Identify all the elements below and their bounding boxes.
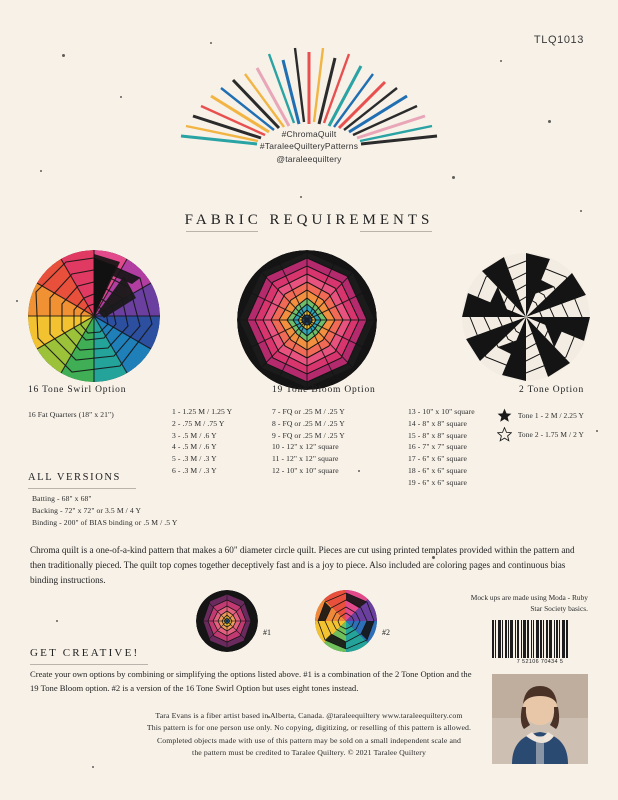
hashtag-1: #ChromaQuilt <box>281 129 337 139</box>
cut-item: 4 - .5 M / .6 Y <box>172 442 217 452</box>
section-title-get-creative: GET CREATIVE! <box>30 647 140 659</box>
speck <box>548 120 551 123</box>
option-label-bloom: 19 Tone Bloom Option <box>272 385 376 395</box>
barcode-bars <box>492 620 588 658</box>
mockup-credit-note: Mock ups are made using Moda - Ruby Star Society basics. <box>470 593 588 614</box>
cut-item: 1 - 1.25 M / 1.25 Y <box>172 407 233 416</box>
cut-item: 19 - 6" x 6" square <box>408 477 467 487</box>
footer-line-4: the pattern must be credited to Taralee Quiltery. © 2021 Taralee Quiltery <box>192 748 426 758</box>
hashtags <box>260 128 358 165</box>
all-versions-list <box>32 493 177 528</box>
divider-all-versions <box>28 488 136 489</box>
star-outline-icon <box>497 427 512 442</box>
all-versions-item: Batting - 68" x 68" <box>32 494 92 503</box>
footer-line-2: This pattern is for one person use only. No copying, digitizing, or reselling of this pattern is allowed. <box>146 723 472 733</box>
cut-item: 16 - 7" x 7" square <box>408 442 467 452</box>
tone-legend-label: Tone 1 - 2 M / 2.25 Y <box>517 410 584 420</box>
footer-line-3: Completed objects made with use of this pattern may be sold on a small independent scale and <box>156 735 462 745</box>
speck <box>300 196 302 198</box>
hashtag-2: #TaraleeQuilteryPatterns <box>259 141 359 152</box>
swirl-option-graphic <box>28 250 160 382</box>
two-tone-option-graphic <box>462 253 590 381</box>
speck <box>596 430 598 432</box>
cut-list-column-c <box>408 406 475 488</box>
speck <box>452 176 455 179</box>
cut-list-column-b <box>272 406 345 477</box>
divider-right <box>360 231 432 232</box>
speck <box>40 170 42 172</box>
tone-legend-label: Tone 2 - 1.75 M / 2 Y <box>517 429 584 439</box>
divider-get-creative <box>30 664 148 665</box>
cut-item: 13 - 10" x 10" square <box>408 407 475 416</box>
speck <box>358 470 360 472</box>
option-previews <box>0 250 618 382</box>
tone-legend-row <box>497 408 584 423</box>
pattern-description: Chroma quilt is a one-of-a-kind pattern that makes a 60" diameter circle quilt. Pieces are cut using printed templates provided within the pattern and then traditionally pieced. The quilt top comes together deceptively fast and is a joy to piece. Also included are coloring pages and continuous bias binding instructions. <box>30 545 575 585</box>
divider-left <box>186 231 258 232</box>
cut-item: 7 - FQ or .25 M / .25 Y <box>272 407 345 416</box>
speck <box>120 96 122 98</box>
speck <box>56 620 58 622</box>
cut-list-column-a <box>172 406 232 477</box>
tone-legend <box>497 408 584 446</box>
cut-item: 2 - .75 M / .75 Y <box>172 418 225 428</box>
custom-option-1-caption: #1 <box>263 628 271 637</box>
cut-item: 6 - .3 M / .3 Y <box>172 465 217 475</box>
bloom-option-graphic <box>237 250 377 390</box>
cut-item: 10 - 12" x 12" square <box>272 442 339 452</box>
speck <box>500 60 502 62</box>
sku-code: TLQ1013 <box>533 34 584 46</box>
all-versions-item: Backing - 72" x 72" or 3.5 M / 4 Y <box>32 505 142 515</box>
star-filled-icon <box>497 408 512 423</box>
all-versions-item: Binding - 200" of BIAS binding or .5 M / .5 Y <box>32 517 178 527</box>
tone-legend-row <box>497 427 584 442</box>
hashtag-3: @taraleequiltery <box>276 153 342 164</box>
option-label-two-tone: 2 Tone Option <box>519 385 584 395</box>
get-creative-body: Create your own options by combining or simplifying the options listed above. #1 is a combination of the 2 Tone Option and the 19 Tone Bloom option. #2 is a version of the 16 Tone Swirl Option but uses eight tones instead. <box>30 669 472 693</box>
cut-item: 3 - .5 M / .6 Y <box>172 430 217 440</box>
custom-option-2-graphic <box>315 590 377 652</box>
cut-item: 15 - 8" x 8" square <box>408 430 467 440</box>
custom-option-1-graphic <box>196 590 258 652</box>
speck <box>92 766 94 768</box>
cut-item: 9 - FQ or .25 M / .25 Y <box>272 430 345 440</box>
barcode <box>492 620 588 666</box>
footer <box>0 710 618 760</box>
cut-item: 8 - FQ or .25 M / .25 Y <box>272 418 345 428</box>
cut-item: 18 - 6" x 6" square <box>408 465 467 475</box>
cut-item: 17 - 6" x 6" square <box>408 454 467 464</box>
fat-quarter-note: 16 Fat Quarters (18" x 21") <box>28 410 114 419</box>
barcode-number: 7 52106 70434 5 <box>516 659 564 665</box>
cut-item: 5 - .3 M / .3 Y <box>172 454 217 464</box>
custom-option-2-caption: #2 <box>382 628 390 637</box>
cut-item: 12 - 10" x 10" square <box>272 465 339 475</box>
section-title-fabric-requirements: FABRIC REQUIREMENTS <box>184 212 434 228</box>
section-title-all-versions: ALL VERSIONS <box>28 472 121 483</box>
cut-item: 11 - 12" x 12" square <box>272 454 339 464</box>
footer-line-1: Tara Evans is a fiber artist based in Alberta, Canada. @taraleequiltery www.taraleequiltery.com <box>155 711 463 720</box>
speck <box>62 54 65 57</box>
option-label-swirl: 16 Tone Swirl Option <box>28 385 127 395</box>
cut-item: 14 - 8" x 8" square <box>408 418 467 428</box>
